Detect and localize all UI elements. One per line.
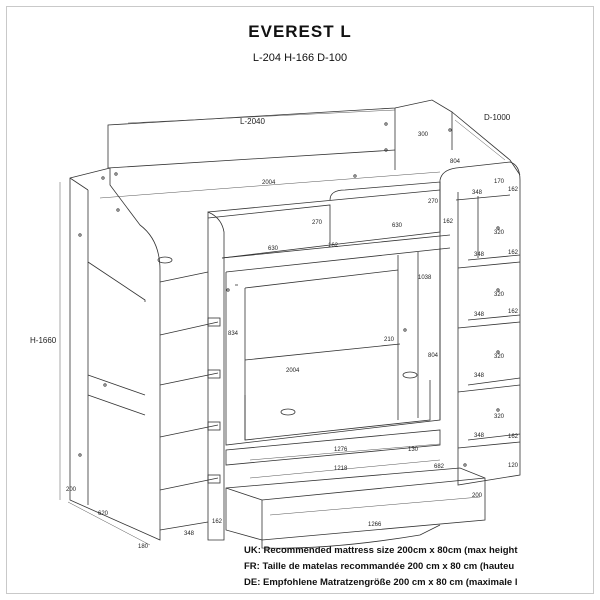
trundle-drawer [226, 430, 485, 548]
mattress-note-de: DE: Empfohlene Matratzengröße 200 cm x 80 cm (maximale l [244, 577, 518, 588]
dim-682: 682 [434, 464, 445, 470]
dim-1038: 1038 [418, 275, 432, 281]
dim-320: 320 [494, 292, 505, 298]
ladder-side-panel [208, 190, 440, 540]
dim-162: 162 [508, 434, 519, 440]
dim-162: 162 [508, 187, 519, 193]
left-end-panel [70, 168, 160, 540]
ladder [160, 272, 220, 530]
dim-170: 170 [494, 179, 505, 185]
dim-270: 270 [312, 220, 323, 226]
dim-162: 162 [328, 243, 339, 249]
dim-2004: 2004 [286, 368, 300, 374]
dim-length: L-2040 [240, 117, 265, 126]
dim-162: 162 [508, 309, 519, 315]
dim-162: 162 [443, 219, 454, 225]
dim-200: 200 [66, 487, 77, 493]
dim-348: 348 [472, 190, 483, 196]
product-title: EVEREST L [248, 22, 352, 41]
dim-2004: 2004 [262, 180, 276, 186]
dim-620: 620 [98, 511, 109, 517]
dim-130: 130 [408, 447, 419, 453]
dim-120: 120 [508, 463, 519, 469]
mattress-note-fr: FR: Taille de matelas recommandée 200 cm x 80 cm (hauteu [244, 561, 515, 572]
dim-320: 320 [494, 354, 505, 360]
dim-348: 348 [474, 252, 485, 258]
dim-348: 348 [184, 531, 195, 537]
dim-804: 804 [428, 353, 439, 359]
product-dimensions: L-204 H-166 D-100 [252, 52, 348, 64]
dim-834: 834 [228, 331, 239, 337]
dim-320: 320 [494, 414, 505, 420]
dim-320: 320 [494, 230, 505, 236]
desk-area [158, 248, 440, 445]
dim-630: 630 [268, 246, 279, 252]
dim-348: 348 [474, 312, 485, 318]
dim-162: 162 [212, 519, 223, 525]
dim-200: 200 [472, 493, 483, 499]
dim-630: 630 [392, 223, 403, 229]
dim-1276: 1276 [334, 447, 348, 453]
dim-depth: D-1000 [484, 113, 511, 122]
dim-804: 804 [450, 159, 461, 165]
top-guard-rails [115, 123, 451, 272]
dim-height: H-1660 [30, 336, 57, 345]
dim-348: 348 [474, 433, 485, 439]
dimension-labels [30, 113, 519, 550]
mattress-note-uk: UK: Recommended mattress size 200cm x 80cm (max height [244, 545, 518, 556]
dim-162: 162 [508, 250, 519, 256]
dim-348: 348 [474, 373, 485, 379]
dim-180: 180 [138, 544, 149, 550]
dim-1266: 1266 [368, 522, 382, 528]
dim-210: 210 [384, 337, 395, 343]
dimension-lines [60, 110, 505, 545]
dim-270: 270 [428, 199, 439, 205]
dim-300: 300 [418, 132, 429, 138]
dim-1218: 1218 [334, 466, 348, 472]
